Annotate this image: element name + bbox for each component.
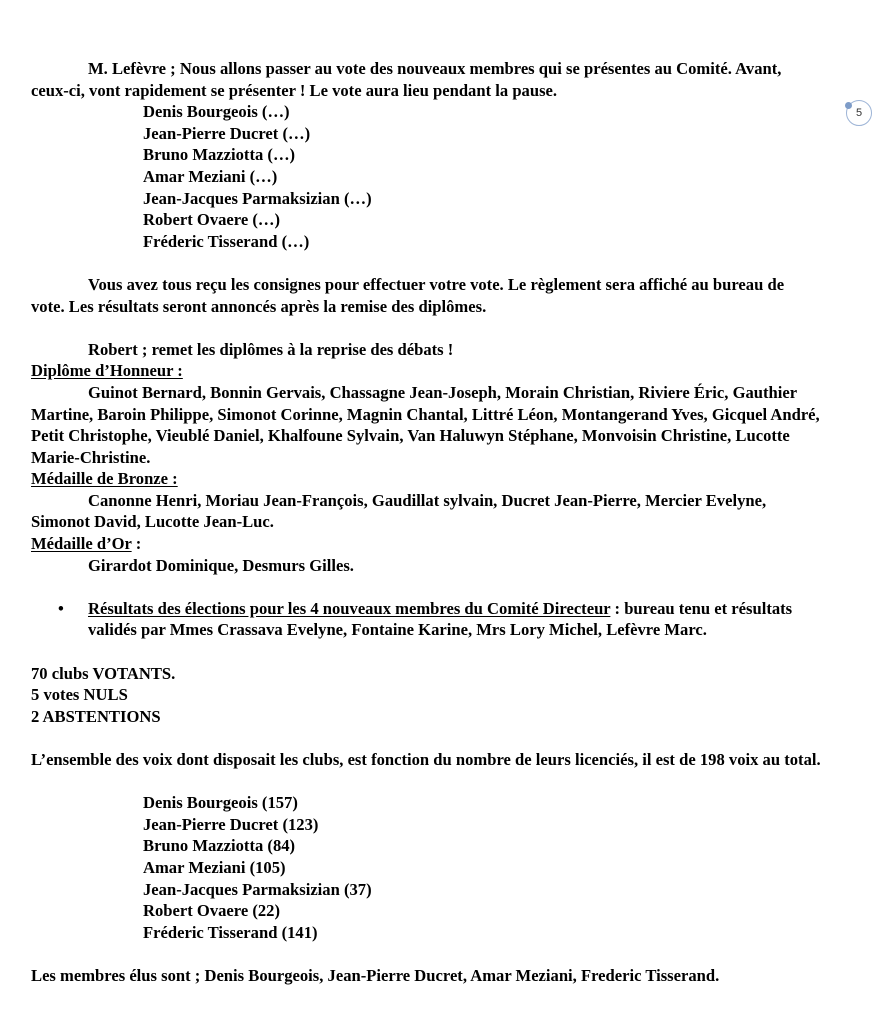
stat-abstentions: 2 ABSTENTIONS — [31, 706, 161, 726]
comment-count-badge[interactable] — [846, 100, 872, 126]
stat-voters: 70 clubs VOTANTS. — [31, 663, 176, 683]
candidate-item: Amar Meziani (…) — [143, 166, 278, 186]
instructions-paragraph: Vous avez tous reçu les consignes pour effectuer votre vote. Le règlement sera affiché au bureau de vote. Les résultats seront annoncés après la remise des diplômes. — [31, 274, 785, 316]
intro-paragraph: M. Lefèvre ; Nous allons passer au vote des nouveaux membres qui se présentes au Comité. Avant, ceux-ci, vont rapidement se présenter ! Le vote aura lieu pendant la pause. — [31, 59, 782, 100]
award-recipients-or: Girardot Dominique, Desmurs Gilles. — [88, 555, 354, 575]
candidate-item: Denis Bourgeois (…) — [143, 102, 290, 122]
spacer — [31, 943, 821, 965]
results-list — [31, 792, 821, 943]
spacer — [31, 317, 821, 339]
comment-count: 5 — [855, 107, 863, 119]
document-page — [31, 58, 821, 987]
vote-stats — [31, 663, 821, 728]
election-heading-rest: : bureau tenu et résultats validés par Mmes Crassava Evelyne, Fontaine Karine, Mrs Lory Michel, Lefèvre Marc. — [88, 598, 793, 640]
comment-indicator-icon — [845, 102, 852, 109]
spacer — [31, 576, 821, 598]
award-title-honneur: Diplôme d’Honneur : — [31, 361, 183, 381]
award-recipients-bronze: Canonne Henri, Moriau Jean-François, Gaudillat sylvain, Ducret Jean-Pierre, Mercier Evelyne, Simonot David, Lucotte Jean-Luc. — [31, 490, 767, 532]
bullet-icon: • — [58, 598, 64, 618]
candidate-item: Jean-Pierre Ducret (…) — [143, 123, 311, 143]
result-item: Amar Meziani (105) — [143, 857, 286, 877]
spacer — [31, 727, 821, 749]
candidate-item: Fréderic Tisserand (…) — [143, 231, 310, 251]
candidate-item: Bruno Mazziotta (…) — [143, 145, 296, 165]
stat-null-votes: 5 votes NULS — [31, 685, 128, 705]
award-title-or: Médaille d’Or : — [31, 534, 142, 554]
result-item: Denis Bourgeois (157) — [143, 793, 298, 813]
candidate-list — [31, 101, 821, 252]
candidate-item: Jean-Jacques Parmaksizian (…) — [143, 188, 372, 208]
result-item: Robert Ovaere (22) — [143, 901, 281, 921]
elected-members: Les membres élus sont ; Denis Bourgeois, Jean-Pierre Ducret, Amar Meziani, Frederic Tisserand. — [31, 965, 720, 985]
election-results-bullet — [31, 598, 821, 641]
result-item: Jean-Jacques Parmaksizian (37) — [143, 879, 372, 899]
spacer — [31, 771, 821, 793]
total-votes-paragraph: L’ensemble des voix dont disposait les clubs, est fonction du nombre de leurs licenciés, il est de 198 voix au total. — [31, 750, 821, 769]
result-item: Jean-Pierre Ducret (123) — [143, 814, 319, 834]
election-heading: Résultats des élections pour les 4 nouveaux membres du Comité Directeur — [88, 598, 611, 618]
diplomas-intro: Robert ; remet les diplômes à la reprise des débats ! — [88, 339, 454, 359]
award-title-bronze: Médaille de Bronze : — [31, 469, 178, 489]
result-item: Fréderic Tisserand (141) — [143, 922, 318, 942]
award-recipients-honneur: Guinot Bernard, Bonnin Gervais, Chassagne Jean-Joseph, Morain Christian, Riviere Éric, Gauthier Martine, Baroin Philippe, Simonot Corinne, Magnin Chantal, Littré Léon, Montangerand Yves, Gicquel André, Petit Christophe, Vieublé Daniel, Khalfoune Sylvain, Van Haluwyn Stéphane, Monvoisin Christine, Lucotte Marie-Christine. — [31, 382, 820, 467]
spacer — [31, 641, 821, 663]
candidate-item: Robert Ovaere (…) — [143, 210, 281, 230]
result-item: Bruno Mazziotta (84) — [143, 836, 296, 856]
spacer — [31, 252, 821, 274]
